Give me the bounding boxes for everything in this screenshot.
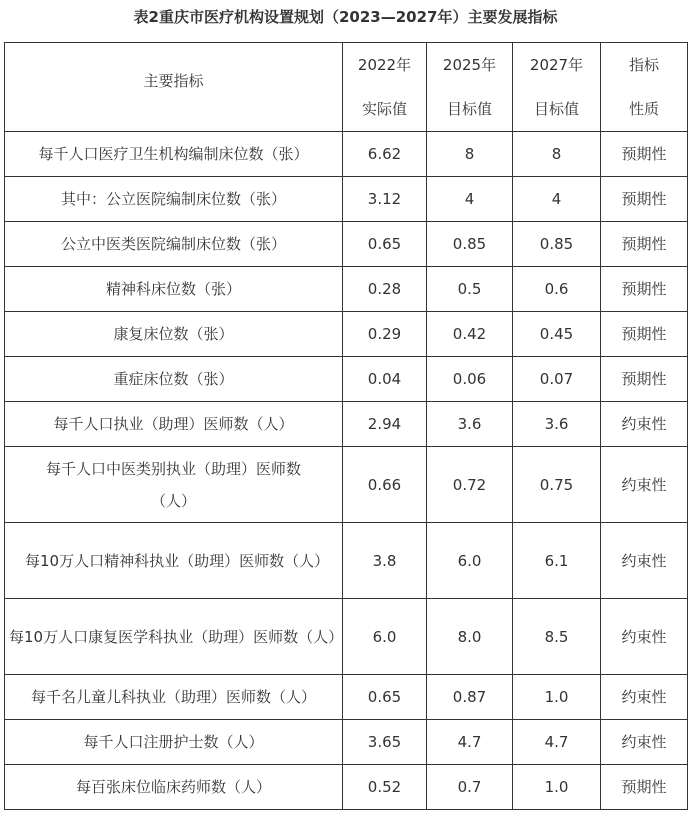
table-row [5, 222, 688, 267]
row-value-2027: 6.1 [513, 523, 601, 599]
table-row [5, 523, 688, 599]
header-2027-year: 2027年 [529, 56, 584, 74]
row-value-2025: 0.85 [427, 222, 513, 267]
row-nature: 预期性 [601, 222, 688, 267]
table-row [5, 312, 688, 357]
row-value-2025: 0.06 [427, 357, 513, 402]
row-nature: 约束性 [601, 675, 688, 720]
row-indicator: 每千人口注册护士数（人） [5, 720, 343, 765]
row-value-2025: 4.7 [427, 720, 513, 765]
table-row [5, 675, 688, 720]
row-nature: 约束性 [601, 447, 688, 523]
row-indicator: 精神科床位数（张） [5, 267, 343, 312]
header-nature-line2: 性质 [628, 100, 659, 118]
row-indicator: 每10万人口康复医学科执业（助理）医师数（人） [5, 599, 343, 675]
row-value-2022: 0.28 [343, 267, 427, 312]
header-nature-line1: 指标 [628, 56, 659, 74]
row-value-2025: 0.42 [427, 312, 513, 357]
table-title: 表2重庆市医疗机构设置规划（2023—2027年）主要发展指标 [133, 8, 558, 26]
row-value-2025: 8 [427, 132, 513, 177]
header-indicator: 主要指标 [5, 43, 343, 132]
header-2025 [427, 43, 513, 132]
table-row [5, 765, 688, 810]
row-value-2022: 3.8 [343, 523, 427, 599]
table-row [5, 132, 688, 177]
row-nature: 约束性 [601, 599, 688, 675]
table-row [5, 267, 688, 312]
row-value-2022: 0.04 [343, 357, 427, 402]
row-value-2025: 4 [427, 177, 513, 222]
table-row [5, 357, 688, 402]
row-indicator: 公立中医类医院编制床位数（张） [5, 222, 343, 267]
row-value-2027: 0.85 [513, 222, 601, 267]
row-nature: 约束性 [601, 402, 688, 447]
row-value-2022: 6.0 [343, 599, 427, 675]
row-indicator: 重症床位数（张） [5, 357, 343, 402]
row-indicator: 每10万人口精神科执业（助理）医师数（人） [5, 523, 343, 599]
row-value-2022: 3.65 [343, 720, 427, 765]
row-indicator: 每千人口医疗卫生机构编制床位数（张） [5, 132, 343, 177]
row-value-2027: 0.75 [513, 447, 601, 523]
row-value-2025: 0.7 [427, 765, 513, 810]
row-value-2027: 0.07 [513, 357, 601, 402]
row-value-2022: 0.66 [343, 447, 427, 523]
row-value-2027: 8 [513, 132, 601, 177]
table-row [5, 177, 688, 222]
row-value-2027: 3.6 [513, 402, 601, 447]
row-value-2025: 6.0 [427, 523, 513, 599]
indicator-table [4, 42, 688, 810]
row-value-2027: 1.0 [513, 675, 601, 720]
row-indicator: 每千名儿童儿科执业（助理）医师数（人） [5, 675, 343, 720]
header-2027 [513, 43, 601, 132]
table-row [5, 402, 688, 447]
row-nature: 预期性 [601, 132, 688, 177]
row-nature: 约束性 [601, 523, 688, 599]
row-nature: 约束性 [601, 720, 688, 765]
row-value-2022: 0.29 [343, 312, 427, 357]
row-value-2022: 0.65 [343, 222, 427, 267]
row-indicator: 康复床位数（张） [5, 312, 343, 357]
row-value-2022: 2.94 [343, 402, 427, 447]
row-value-2025: 8.0 [427, 599, 513, 675]
header-2022 [343, 43, 427, 132]
row-nature: 预期性 [601, 765, 688, 810]
table-row [5, 447, 688, 523]
row-nature: 预期性 [601, 177, 688, 222]
row-value-2025: 0.87 [427, 675, 513, 720]
row-value-2027: 1.0 [513, 765, 601, 810]
row-indicator: 其中：公立医院编制床位数（张） [5, 177, 343, 222]
table-row [5, 599, 688, 675]
row-value-2027: 4.7 [513, 720, 601, 765]
header-2025-type: 目标值 [446, 100, 492, 118]
row-value-2025: 0.5 [427, 267, 513, 312]
header-row [5, 43, 688, 132]
row-indicator: 每千人口执业（助理）医师数（人） [5, 402, 343, 447]
table-row [5, 720, 688, 765]
header-2025-year: 2025年 [442, 56, 497, 74]
header-2027-type: 目标值 [533, 100, 579, 118]
row-value-2025: 3.6 [427, 402, 513, 447]
row-value-2027: 0.6 [513, 267, 601, 312]
row-value-2022: 3.12 [343, 177, 427, 222]
row-indicator: 每千人口中医类别执业（助理）医师数（人） [5, 447, 343, 523]
row-nature: 预期性 [601, 312, 688, 357]
row-nature: 预期性 [601, 357, 688, 402]
row-value-2025: 0.72 [427, 447, 513, 523]
header-nature [601, 43, 688, 132]
row-value-2027: 0.45 [513, 312, 601, 357]
header-2022-type: 实际值 [361, 100, 407, 118]
row-value-2022: 6.62 [343, 132, 427, 177]
row-nature: 预期性 [601, 267, 688, 312]
row-value-2022: 0.52 [343, 765, 427, 810]
row-value-2027: 8.5 [513, 599, 601, 675]
row-value-2027: 4 [513, 177, 601, 222]
header-2022-year: 2022年 [357, 56, 412, 74]
row-value-2022: 0.65 [343, 675, 427, 720]
row-indicator: 每百张床位临床药师数（人） [5, 765, 343, 810]
